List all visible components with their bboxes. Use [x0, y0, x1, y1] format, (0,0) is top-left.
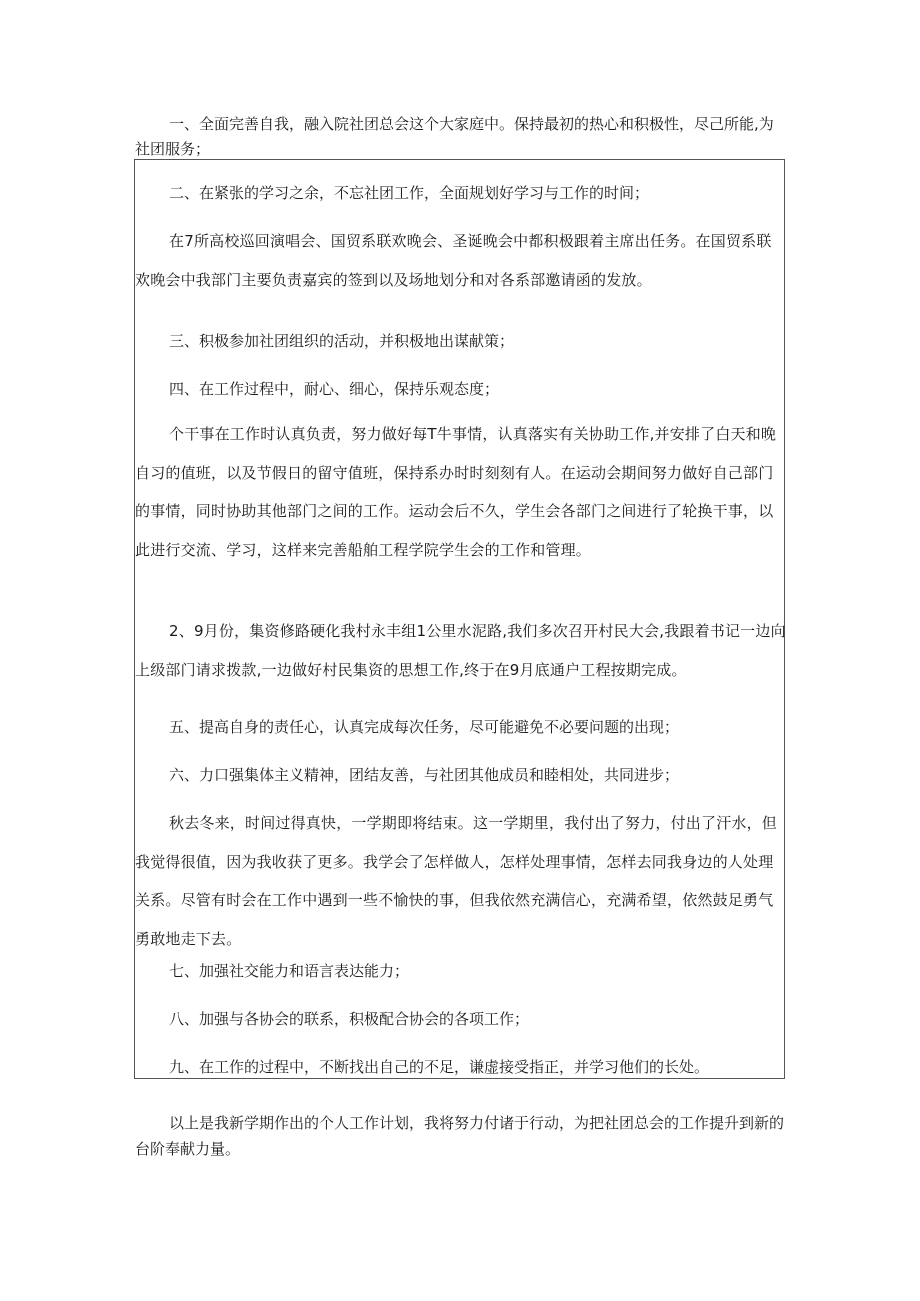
item-eight: 八、加强与各协会的联系，积极配合协会的各项工作； [169, 1010, 530, 1028]
item-two: 二、在紧张的学习之余，不忘社团工作，全面规划好学习与工作的时间； [169, 184, 650, 202]
intro-paragraph: 一、全面完善自我，融入院社团总会这个大家庭中。保持最初的热心和积极性，尽己所能,为社团服务； [135, 115, 774, 158]
item-seven: 七、加强社交能力和语言表达能力； [169, 962, 410, 980]
item-six: 六、力口强集体主义精神，团结友善，与社团其他成员和睦相处，共同进步； [169, 766, 680, 784]
road-paragraph: 2、9月份，集资修路硬化我村永丰组1公里水泥路,我们多次召开村民大会,我跟着书记一边向上级部门请求拨款,一边做好村民集资的思想工作,终于在9月底通户工程按期完成。 [135, 622, 786, 679]
item-five: 五、提高自身的责任心，认真完成每次任务，尽可能避免不必要问题的出现； [169, 718, 680, 736]
item-four: 四、在工作过程中，耐心、细心，保持乐观态度； [169, 380, 500, 398]
item-nine: 九、在工作的过程中，不断找出自己的不足，谦虚接受指正，并学习他们的长处。 [169, 1058, 710, 1076]
item-three: 三、积极参加社团组织的活动，并积极地出谋献策； [169, 332, 515, 350]
duty-paragraph: 个干事在工作时认真负责，努力做好每T牛事情，认真落实有关协助工作,并安排了白天和晚自习的值班，以及节假日的留守值班，保持系办时时刻刻有人。在运动会期间努力做好自己部门的事情，同时协助其他部门之间的工作。运动会后不久，学生会各部门之间进行了轮换干事，以此进行交流、学习，这样来完善船舶工程学院学生会的工作和管理。 [135, 425, 777, 559]
concert-paragraph: 在7所高校巡回演唱会、国贸系联欢晚会、圣诞晚会中都积极跟着主席出任务。在国贸系联欢晚会中我部门主要负责嘉宾的签到以及场地划分和对各系部邀请函的发放。 [135, 232, 772, 289]
semester-paragraph: 秋去冬来，时间过得真快，一学期即将结束。这一学期里，我付出了努力，付出了汗水，但我觉得很值，因为我收获了更多。我学会了怎样做人，怎样处理事情，怎样去同我身边的人处理关系。尽管有时会在工作中遇到一些不愉快的事，但我依然充满信心，充满希望，依然鼓足勇气勇敢地走下去。 [135, 814, 778, 948]
bordered-content-box [134, 159, 785, 1079]
closing-paragraph: 以上是我新学期作出的个人工作计划，我将努力付诸于行动，为把社团总会的工作提升到新的台阶奉献力量。 [135, 1114, 785, 1158]
